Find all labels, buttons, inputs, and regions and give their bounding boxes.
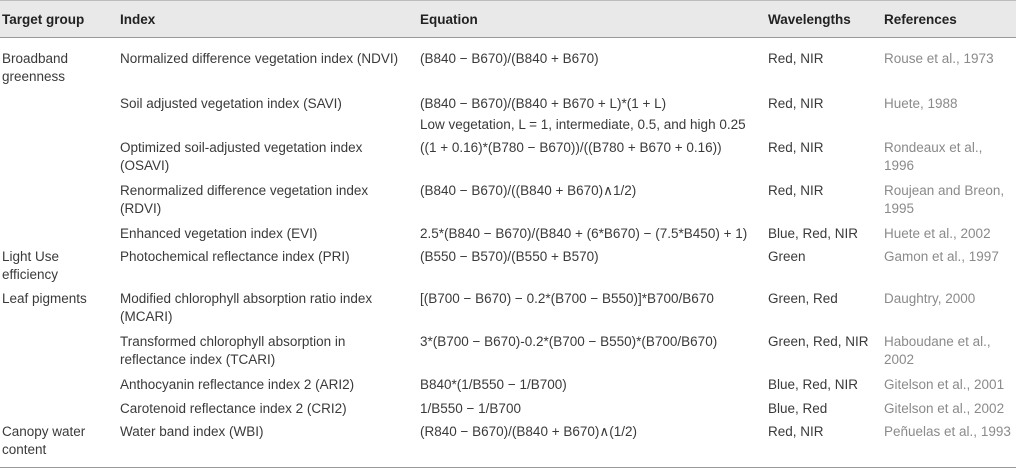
index-cell: Soil adjusted vegetation index (SAVI) (120, 96, 342, 111)
index-cell: Enhanced vegetation index (EVI) (120, 226, 318, 241)
equation-cell: (B840 − B670)/(B840 + B670 + L)*(1 + L) (420, 96, 667, 111)
reference-cell: Peñuelas et al., 1993 (884, 424, 1011, 439)
reference-cell: Haboudane et al., 2002 (884, 334, 991, 367)
index-cell: Transformed chlorophyll absorption in reflectance index (TCARI) (120, 334, 346, 367)
reference-cell: Roujean and Breon, 1995 (884, 183, 1005, 216)
wavelengths-cell: Green, Red (768, 291, 838, 306)
equation-cell: ((1 + 0.16)*(B780 − B670))/((B780 + B670 + 0.16)) (420, 140, 722, 155)
table-header (0, 0, 1016, 38)
header-wavelengths: Wavelengths (768, 12, 851, 27)
wavelengths-cell: Red, NIR (768, 51, 824, 66)
equation-cell: 3*(B700 − B670)-0.2*(B700 − B550)*(B700/B670) (420, 334, 718, 349)
reference-cell: Daughtry, 2000 (884, 291, 976, 306)
equation-cell: (B840 − B670)/(B840 + B670) (420, 51, 599, 66)
equation-cell: 2.5*(B840 − B670)/(B840 + (6*B670) − (7.5*B450) + 1) (420, 226, 748, 241)
wavelengths-cell: Green (768, 249, 806, 264)
equation-cell: B840*(1/B550 − 1/B700) (420, 377, 567, 392)
target-group-cell: Light Use efficiency (2, 249, 60, 282)
target-group-cell: Broadband greenness (2, 51, 69, 84)
wavelengths-cell: Red, NIR (768, 183, 824, 198)
index-cell: Optimized soil-adjusted vegetation index (OSAVI) (120, 140, 363, 173)
reference-cell: Gamon et al., 1997 (884, 249, 999, 264)
wavelengths-cell: Green, Red, NIR (768, 334, 869, 349)
header-index: Index (120, 12, 156, 27)
bottom-rule (0, 467, 1016, 468)
index-cell: Anthocyanin reflectance index 2 (ARI2) (120, 377, 355, 392)
equation-cell: [(B700 − B670) − 0.2*(B700 − B550)]*B700/B670 (420, 291, 714, 306)
equation-cell: (R840 − B670)/(B840 + B670)∧(1/2) (420, 424, 638, 439)
wavelengths-cell: Blue, Red (768, 401, 828, 416)
index-cell: Photochemical reflectance index (PRI) (120, 249, 350, 264)
index-cell: Modified chlorophyll absorption ratio index (MCARI) (120, 291, 373, 324)
equation-cell: (B550 − B570)/(B550 + B570) (420, 249, 599, 264)
equation-cell: 1/B550 − 1/B700 (420, 401, 521, 416)
index-cell: Carotenoid reflectance index 2 (CRI2) (120, 401, 347, 416)
equation-cell: (B840 − B670)/((B840 + B670)∧1/2) (420, 183, 637, 198)
header-target-group: Target group (2, 12, 85, 27)
reference-cell: Rouse et al., 1973 (884, 51, 994, 66)
reference-cell: Gitelson et al., 2002 (884, 401, 1005, 416)
wavelengths-cell: Red, NIR (768, 96, 824, 111)
index-cell: Renormalized difference vegetation index (RDVI) (120, 183, 369, 216)
reference-cell: Rondeaux et al., 1996 (884, 140, 983, 173)
wavelengths-cell: Blue, Red, NIR (768, 377, 859, 392)
target-group-cell: Leaf pigments (2, 291, 87, 306)
wavelengths-cell: Blue, Red, NIR (768, 226, 859, 241)
wavelengths-cell: Red, NIR (768, 424, 824, 439)
header-references: References (884, 12, 957, 27)
reference-cell: Huete, 1988 (884, 96, 958, 111)
index-cell: Water band index (WBI) (120, 424, 264, 439)
equation-note-cell: Low vegetation, L = 1, intermediate, 0.5, and high 0.25 (420, 117, 746, 132)
reference-cell: Huete et al., 2002 (884, 226, 991, 241)
reference-cell: Gitelson et al., 2001 (884, 377, 1005, 392)
index-cell: Normalized difference vegetation index (NDVI) (120, 51, 399, 66)
target-group-cell: Canopy water content (2, 424, 86, 457)
wavelengths-cell: Red, NIR (768, 140, 824, 155)
header-equation: Equation (420, 12, 478, 27)
